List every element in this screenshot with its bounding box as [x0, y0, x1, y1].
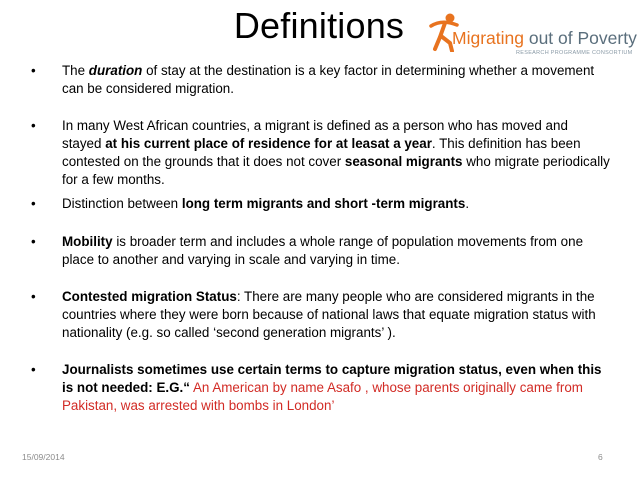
bullet-marker: •	[31, 289, 36, 304]
slide-page-number: 6	[598, 452, 603, 462]
bullet-marker: •	[31, 118, 36, 133]
migrating-out-of-poverty-logo	[420, 8, 638, 64]
bullet-west-africa-definition: • In many West African countries, a migrant is defined as a person who has moved and stayed at his current place of residence for at leasat a year. This definition has been contested on the grounds that it does not cover seasonal migrants who migrate periodically for a few months.	[31, 118, 610, 187]
bullet-marker: •	[31, 234, 36, 249]
logo-wordmark: Migrating out of Poverty	[452, 28, 637, 48]
slide-title: Definitions	[233, 5, 405, 46]
bullet-mobility: • Mobility is broader term and includes a whole range of population movements from one place to another and varying in scale and varying in time.	[31, 234, 584, 267]
bullet-marker: •	[31, 362, 36, 377]
bullet-list	[31, 62, 611, 415]
slide-date: 15/09/2014	[22, 452, 65, 462]
bullet-duration: • The duration of stay at the destination is a key factor in determining whether a movement can be considered migration.	[31, 63, 595, 96]
bullet-marker: •	[31, 63, 36, 78]
bullet-contested-status: • Contested migration Status: There are many people who are considered migrants in the countries where they were born because of national laws that equate migration status with nationality (e.g. so called ‘second generation migrants’ ).	[31, 289, 596, 340]
example-quote: An American by name Asafo , whose parents originally came from Pakistan, was arrested with bombs in London’	[62, 380, 583, 413]
logo-subtitle: RESEARCH PROGRAMME CONSORTIUM	[516, 50, 633, 56]
bullet-journalists: • Journalists sometimes use certain terms to capture migration status, even when this is not needed: E.G.“ An American by name Asafo , whose parents originally came from Pakistan, was arrested with bombs in London’	[31, 362, 602, 413]
bullet-distinction: • Distinction between long term migrants and short -term migrants.	[31, 196, 470, 211]
bullet-marker: •	[31, 196, 36, 211]
